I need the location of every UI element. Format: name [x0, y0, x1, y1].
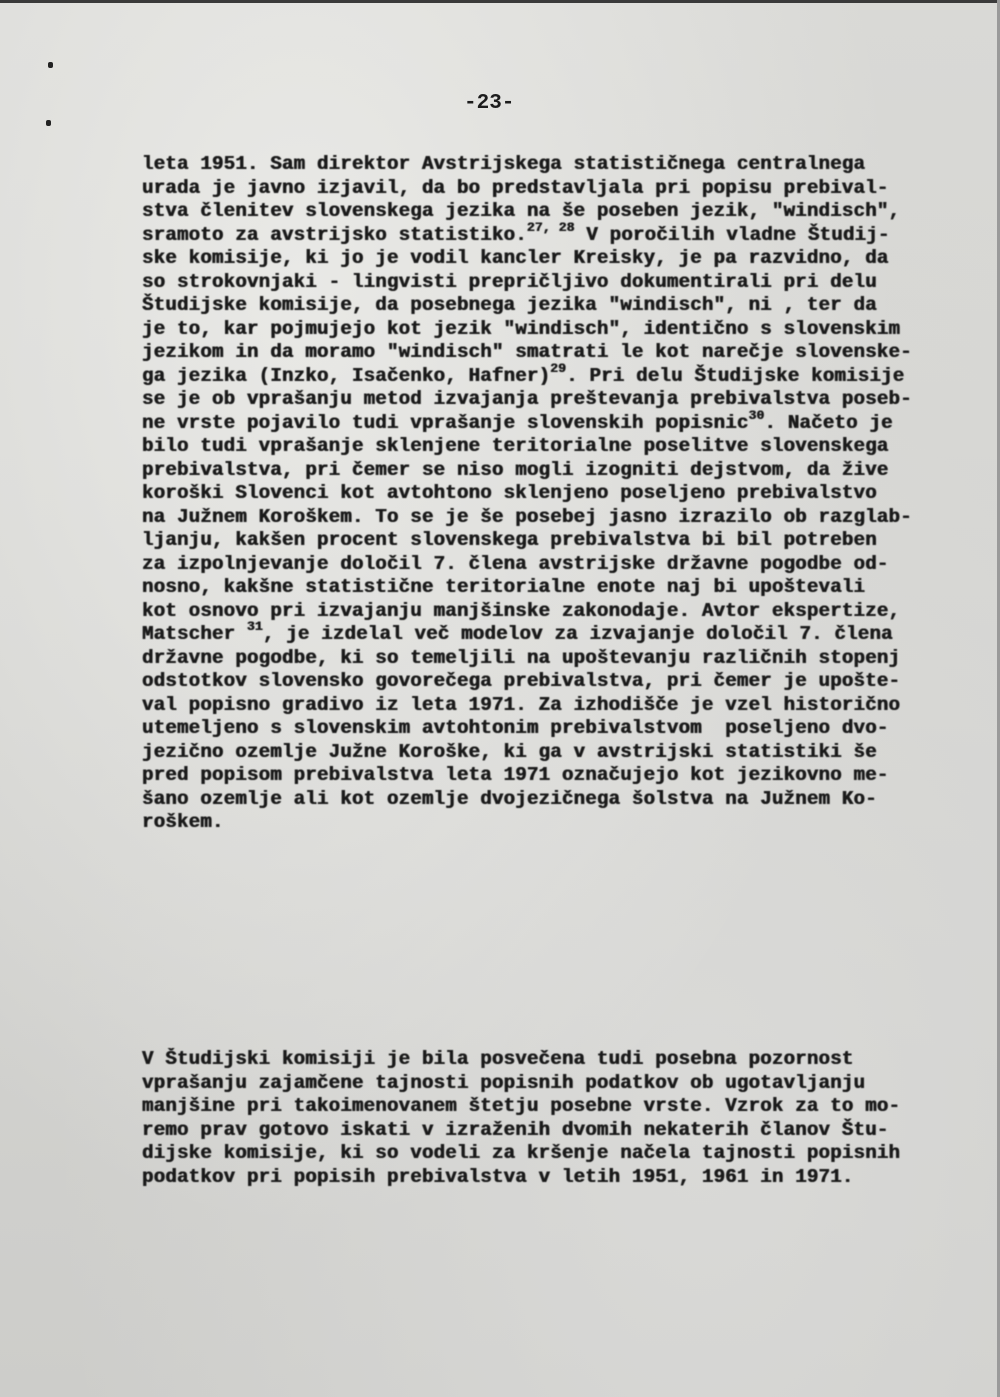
line-text-continued: . Načeto je [764, 411, 893, 434]
line-text: leta 1951. Sam direktor Avstrijskega statističnega centralnega [142, 153, 866, 175]
line-text: vprašanju zajamčene tajnosti popisnih podatkov ob ugotavljanju [142, 1071, 866, 1094]
text-line [142, 647, 982, 671]
text-line [142, 1166, 982, 1190]
line-text: bilo tudi vprašanje sklenjene teritorialne poselitve slovenskega [142, 435, 889, 457]
text-line [142, 1072, 982, 1096]
line-text: urada je javno izjavil, da bo predstavljala pri popisu prebival- [142, 176, 889, 199]
text-line [142, 529, 982, 553]
text-line [142, 318, 982, 342]
text-line [142, 576, 982, 600]
footnote-reference: 30 [748, 407, 765, 423]
text-line [142, 600, 982, 624]
line-text: so strokovnjaki - lingvisti prepričljivo dokumentirali pri delu [142, 270, 877, 293]
text-line [142, 177, 982, 201]
text-line [142, 811, 982, 835]
text-line [142, 219, 982, 248]
line-text: val popisno gradivo iz leta 1971. Za izhodišče je vzel historično [142, 693, 901, 716]
text-line [142, 506, 982, 530]
text-line [142, 717, 982, 741]
line-text-continued: . Pri delu Študijske komisije [566, 364, 905, 387]
footnote-reference: 27, 28 [526, 219, 575, 235]
line-text: manjšine pri takoimenovanem štetju posebne vrste. Vzrok za to mo- [142, 1095, 901, 1117]
line-text: roškem. [142, 811, 224, 833]
scan-top-edge [0, 0, 1000, 3]
line-text: je to, kar pojmujejo kot jezik "windisch", identično s slovenskim [142, 317, 901, 340]
paragraph-2 [142, 1048, 982, 1189]
line-text: ljanju, kakšen procent slovenskega prebivalstva bi bil potreben [142, 529, 877, 551]
text-line [142, 1119, 982, 1143]
line-text: državne pogodbe, ki so temeljili na upoštevanju različnih stopenj [142, 646, 901, 669]
footnote-reference: 31 [246, 619, 263, 634]
text-line [142, 360, 982, 389]
line-text: nosno, kakšne statistične teritorialne enote naj bi upoštevali [142, 576, 866, 598]
line-text-continued: , je izdelal več modelov za izvajanje določil 7. člena [262, 623, 893, 645]
line-text: ga jezika (Inzko, Isačenko, Hafner) [142, 364, 551, 387]
text-line [142, 619, 982, 647]
line-text: prebivalstva, pri čemer se niso mogli izogniti dejstvom, da žive [142, 458, 889, 481]
line-text: jezikom in da moramo "windisch" smatrati le kot narečje slovenske- [142, 341, 912, 363]
text-line [142, 294, 982, 318]
text-line [142, 694, 982, 718]
line-text: Študijske komisije, da posebnega jezika "windisch", ni , ter da [142, 294, 877, 316]
line-text: koroški Slovenci kot avtohtono sklenjeno poseljeno prebivalstvo [142, 482, 877, 504]
line-text: dijske komisije, ki so vodeli za kršenje načela tajnosti popisnih [142, 1142, 901, 1164]
footnote-reference: 29 [550, 360, 567, 376]
text-line [142, 553, 982, 577]
line-text: podatkov pri popisih prebivalstva v letih 1951, 1961 in 1971. [142, 1165, 854, 1188]
text-line [142, 153, 982, 177]
text-line [142, 247, 982, 271]
line-text: sramoto za avstrijsko statistiko. [142, 223, 527, 246]
text-line [142, 435, 982, 459]
line-text: odstotkov slovensko govorečega prebivalstva, pri čemer je upošte- [142, 670, 901, 692]
line-text: pred popisom prebivalstva leta 1971 označujejo kot jezikovno me- [142, 764, 889, 786]
page-number: -23- [464, 92, 515, 115]
line-text: V Študijski komisiji je bila posvečena tudi posebna pozornost [142, 1048, 854, 1070]
text-line [142, 271, 982, 295]
text-line [142, 788, 982, 812]
line-text: se je ob vprašanju metod izvajanja preštevanja prebivalstva poseb- [142, 388, 912, 410]
text-line [142, 1048, 982, 1072]
text-line [142, 388, 982, 412]
paragraph-1 [142, 153, 982, 835]
line-text: Matscher [142, 623, 247, 645]
line-text: na Južnem Koroškem. To se je še posebej jasno izrazilo ob razglab- [142, 505, 912, 528]
text-line [142, 482, 982, 506]
line-text: jezično ozemlje Južne Koroške, ki ga v avstrijski statistiki še [142, 740, 877, 763]
line-text: stva členitev slovenskega jezika na še poseben jezik, "windisch", [142, 200, 901, 222]
line-text: ne vrste pojavilo tudi vprašanje slovenskih popisnic [142, 411, 749, 434]
text-line [142, 1142, 982, 1166]
line-text: remo prav gotovo iskati v izraženih dvomih nekaterih članov Štu- [142, 1118, 889, 1141]
text-line [142, 459, 982, 483]
punch-hole-mark [46, 120, 51, 126]
text-line [142, 764, 982, 788]
text-line [142, 741, 982, 765]
line-text: kot osnovo pri izvajanju manjšinske zakonodaje. Avtor ekspertize, [142, 599, 901, 622]
line-text: ske komisije, ki jo je vodil kancler Kreisky, je pa razvidno, da [142, 247, 889, 269]
text-line [142, 670, 982, 694]
line-text-continued: V poročilih vladne Študij- [574, 223, 890, 246]
punch-hole-mark [48, 62, 53, 68]
line-text: utemeljeno s slovenskim avtohtonim prebivalstvom poseljeno dvo- [142, 717, 889, 739]
text-line [142, 1095, 982, 1119]
text-line [142, 407, 982, 436]
line-text: za izpolnjevanje določil 7. člena avstrijske državne pogodbe od- [142, 552, 889, 575]
line-text: šano ozemlje ali kot ozemlje dvojezičnega šolstva na Južnem Ko- [142, 787, 877, 810]
